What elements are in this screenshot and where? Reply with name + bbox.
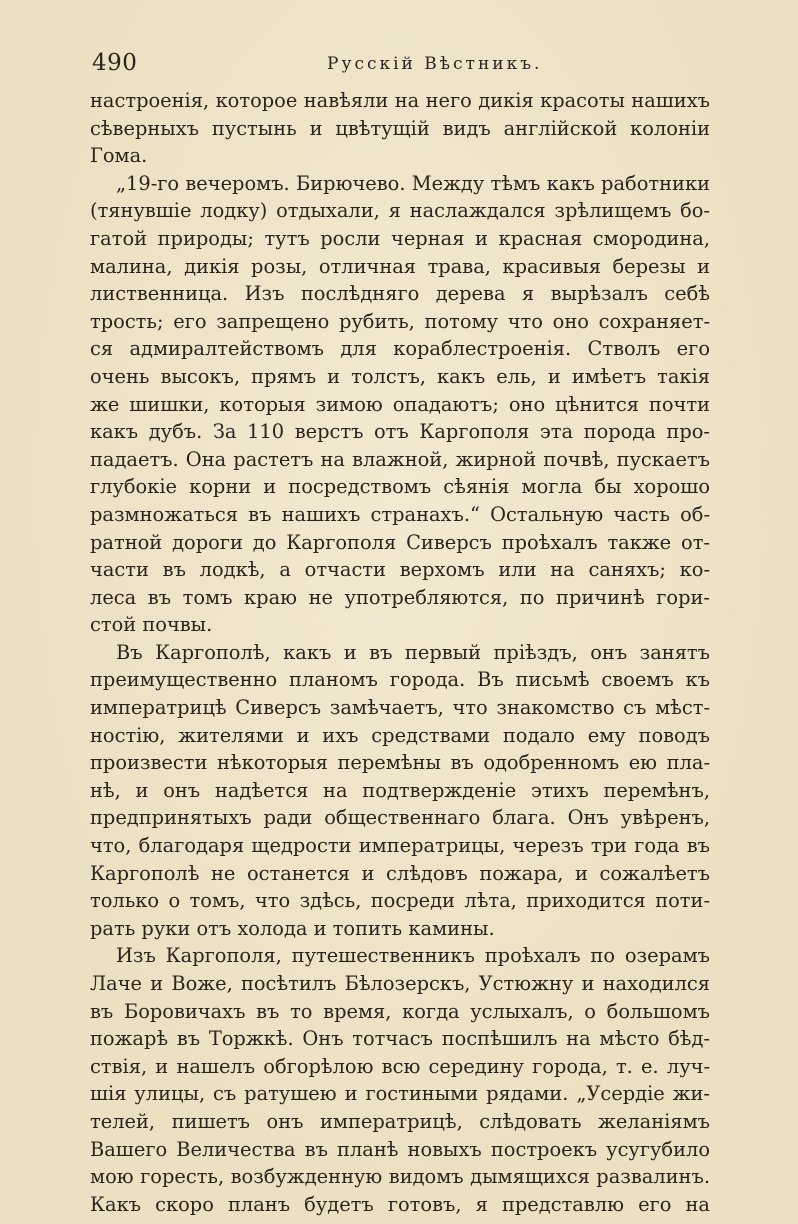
text-line: какъ дубъ. За 110 верстъ отъ Каргополя эта порода про-	[90, 420, 710, 444]
text-line: ратной дороги до Каргополя Сиверсъ проѣхалъ также от-	[90, 530, 710, 554]
text-line: телей, пишетъ онъ императрицѣ, слѣдовать желаніямъ	[90, 1109, 710, 1133]
text-line: „19-го вечеромъ. Бирючево. Между тѣмъ какъ работники	[116, 171, 710, 195]
text-line: императрицѣ Сиверсъ замѣчаетъ, что знакомство съ мѣст-	[90, 696, 710, 720]
text-line: только о томъ, что здѣсь, посреди лѣта, приходится поти-	[90, 889, 710, 913]
text-line: ся адмиралтействомъ для кораблестроенія. Стволъ его	[90, 337, 710, 361]
text-line: очень высокъ, прямъ и толстъ, какъ ель, и имѣетъ такія	[90, 364, 710, 388]
text-line: пожарѣ въ Торжкѣ. Онъ тотчасъ поспѣшилъ на мѣсто бѣд-	[90, 1027, 710, 1051]
text-line: произвести нѣкоторыя перемѣны въ одобренномъ ею пла-	[90, 751, 710, 775]
text-line: настроенія, которое навѣяли на него дикія красоты нашихъ	[90, 89, 710, 112]
text-line: шія улицы, съ ратушею и гостиными рядами. „Усердіе жи-	[90, 1082, 710, 1106]
text-line: что, благодаря щедрости императрицы, черезъ три года въ	[90, 834, 710, 858]
text-line: преимущественно планомъ города. Въ письмѣ своемъ къ	[90, 668, 710, 692]
text-line: падаетъ. Она растетъ на влажной, жирной почвѣ, пускаетъ	[90, 447, 710, 471]
text-line: же шишки, которыя зимою опадаютъ; оно цѣнится почти	[90, 392, 710, 416]
text-line: трость; его запрещено рубить, потому что оно сохраняет-	[90, 309, 710, 333]
text-line: стой почвы.	[90, 613, 213, 637]
text-line: въ Боровичахъ въ то время, когда услыхалъ, о большомъ	[90, 999, 710, 1023]
text-line: сѣверныхъ пустынь и цвѣтущій видъ англійской колоніи	[90, 116, 710, 140]
text-line: Вашего Величества въ планѣ новыхъ построекъ усугубило	[90, 1137, 710, 1161]
text-line: рать руки отъ холода и топить камины.	[90, 916, 495, 940]
text-line: Какъ скоро планъ будетъ готовъ, я представлю его на	[90, 1192, 710, 1216]
text-line: лиственница. Изъ послѣдняго дерева я вырѣзалъ себѣ	[90, 282, 710, 306]
text-line: (тянувшіе лодку) отдыхали, я наслаждался зрѣлищемъ бо-	[90, 199, 710, 223]
text-line: гатой природы; тутъ росли черная и красная смородина,	[90, 226, 710, 250]
page-header	[92, 50, 706, 78]
text-line: части въ лодкѣ, а отчасти верхомъ или на саняхъ; ко-	[90, 558, 710, 582]
text-line: нѣ, и онъ надѣется на подтвержденіе этихъ перемѣнъ,	[90, 778, 710, 802]
text-line: Въ Каргополѣ, какъ и въ первый пріѣздъ, онъ занятъ	[116, 640, 710, 664]
text-line: Лаче и Воже, посѣтилъ Бѣлозерскъ, Устюжну и находился	[90, 972, 710, 995]
text-line: Гома.	[90, 144, 148, 168]
running-title: Русскій Вѣстникъ.	[327, 54, 543, 74]
text-line: мою горесть, возбужденную видомъ дымящихся развалинъ.	[90, 1165, 710, 1189]
text-line: размножаться въ нашихъ странахъ.“ Остальную часть об-	[90, 502, 710, 526]
text-line: ностію, жителями и ихъ средствами подало ему поводъ	[90, 723, 710, 747]
text-line: Каргополѣ не останется и слѣдовъ пожара, и сожалѣетъ	[90, 861, 710, 885]
text-line: Изъ Каргополя, путешественникъ проѣхалъ по озерамъ	[116, 944, 710, 968]
text-line: леса въ томъ краю не употребляются, по причинѣ гори-	[90, 585, 710, 609]
page-number: 490	[92, 50, 138, 76]
body-text	[90, 87, 710, 1218]
text-line: предпринятыхъ ради общественнаго блага. Онъ увѣренъ,	[90, 806, 710, 830]
text-line: малина, дикія розы, отличная трава, красивыя березы и	[90, 254, 710, 278]
text-line: ствія, и нашелъ обгорѣлою всю середину города, т. е. луч-	[90, 1054, 710, 1078]
text-line: глубокіе корни и посредствомъ сѣянія могла бы хорошо	[90, 475, 710, 499]
